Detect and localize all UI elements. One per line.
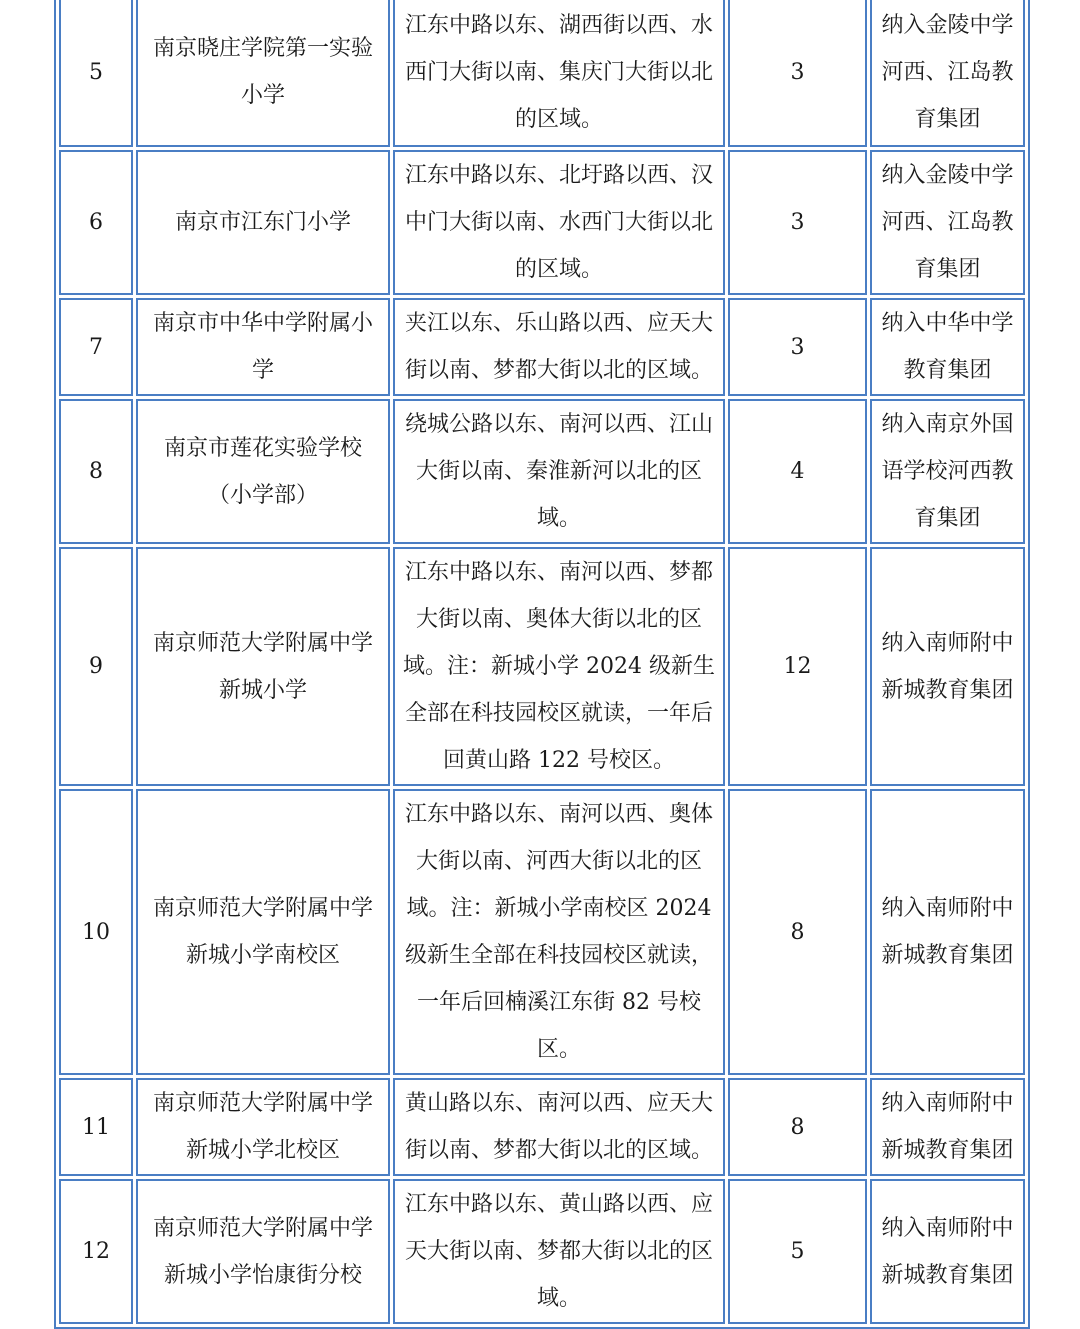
education-group: 纳入南师附中新城教育集团	[870, 1179, 1025, 1324]
row-number: 7	[59, 298, 133, 396]
school-name: 南京师范大学附属中学新城小学怡康街分校	[136, 1179, 390, 1324]
row-number: 11	[59, 1078, 133, 1176]
class-count: 5	[728, 1179, 867, 1324]
school-district-table-container	[54, 0, 1027, 1329]
school-name: 南京晓庄学院第一实验小学	[136, 0, 390, 147]
table-row	[59, 789, 1025, 1075]
table-row	[59, 1078, 1025, 1176]
education-group: 纳入金陵中学河西、江岛教育集团	[870, 0, 1025, 147]
education-group: 纳入金陵中学河西、江岛教育集团	[870, 150, 1025, 295]
education-group: 纳入南师附中新城教育集团	[870, 547, 1025, 786]
row-number: 10	[59, 789, 133, 1075]
enrollment-area: 江东中路以东、黄山路以西、应天大街以南、梦都大街以北的区域。	[393, 1179, 725, 1324]
class-count: 8	[728, 789, 867, 1075]
education-group: 纳入南师附中新城教育集团	[870, 1078, 1025, 1176]
row-number: 9	[59, 547, 133, 786]
class-count: 8	[728, 1078, 867, 1176]
table-row	[59, 547, 1025, 786]
table-row	[59, 1179, 1025, 1324]
enrollment-area: 江东中路以东、南河以西、奥体大街以南、河西大街以北的区域。注：新城小学南校区 2024 级新生全部在科技园校区就读，一年后回楠溪江东街 82 号校区。	[393, 789, 725, 1075]
school-name: 南京师范大学附属中学新城小学南校区	[136, 789, 390, 1075]
enrollment-area: 绕城公路以东、南河以西、江山大街以南、秦淮新河以北的区域。	[393, 399, 725, 544]
table-row	[59, 0, 1025, 147]
row-number: 12	[59, 1179, 133, 1324]
school-district-table	[54, 0, 1030, 1329]
table-row	[59, 399, 1025, 544]
class-count: 3	[728, 0, 867, 147]
enrollment-area: 江东中路以东、北圩路以西、汉中门大街以南、水西门大街以北的区域。	[393, 150, 725, 295]
enrollment-area: 江东中路以东、湖西街以西、水西门大街以南、集庆门大街以北的区域。	[393, 0, 725, 147]
class-count: 3	[728, 150, 867, 295]
school-name: 南京市中华中学附属小学	[136, 298, 390, 396]
class-count: 12	[728, 547, 867, 786]
education-group: 纳入南师附中新城教育集团	[870, 789, 1025, 1075]
enrollment-area: 黄山路以东、南河以西、应天大街以南、梦都大街以北的区域。	[393, 1078, 725, 1176]
table-row	[59, 150, 1025, 295]
education-group: 纳入中华中学教育集团	[870, 298, 1025, 396]
school-name: 南京师范大学附属中学新城小学	[136, 547, 390, 786]
class-count: 3	[728, 298, 867, 396]
row-number: 6	[59, 150, 133, 295]
row-number: 5	[59, 0, 133, 147]
school-name: 南京市莲花实验学校（小学部）	[136, 399, 390, 544]
enrollment-area: 夹江以东、乐山路以西、应天大街以南、梦都大街以北的区域。	[393, 298, 725, 396]
class-count: 4	[728, 399, 867, 544]
enrollment-area: 江东中路以东、南河以西、梦都大街以南、奥体大街以北的区域。注：新城小学 2024 级新生全部在科技园校区就读，一年后回黄山路 122 号校区。	[393, 547, 725, 786]
school-name: 南京师范大学附属中学新城小学北校区	[136, 1078, 390, 1176]
row-number: 8	[59, 399, 133, 544]
school-name: 南京市江东门小学	[136, 150, 390, 295]
education-group: 纳入南京外国语学校河西教育集团	[870, 399, 1025, 544]
table-row	[59, 298, 1025, 396]
